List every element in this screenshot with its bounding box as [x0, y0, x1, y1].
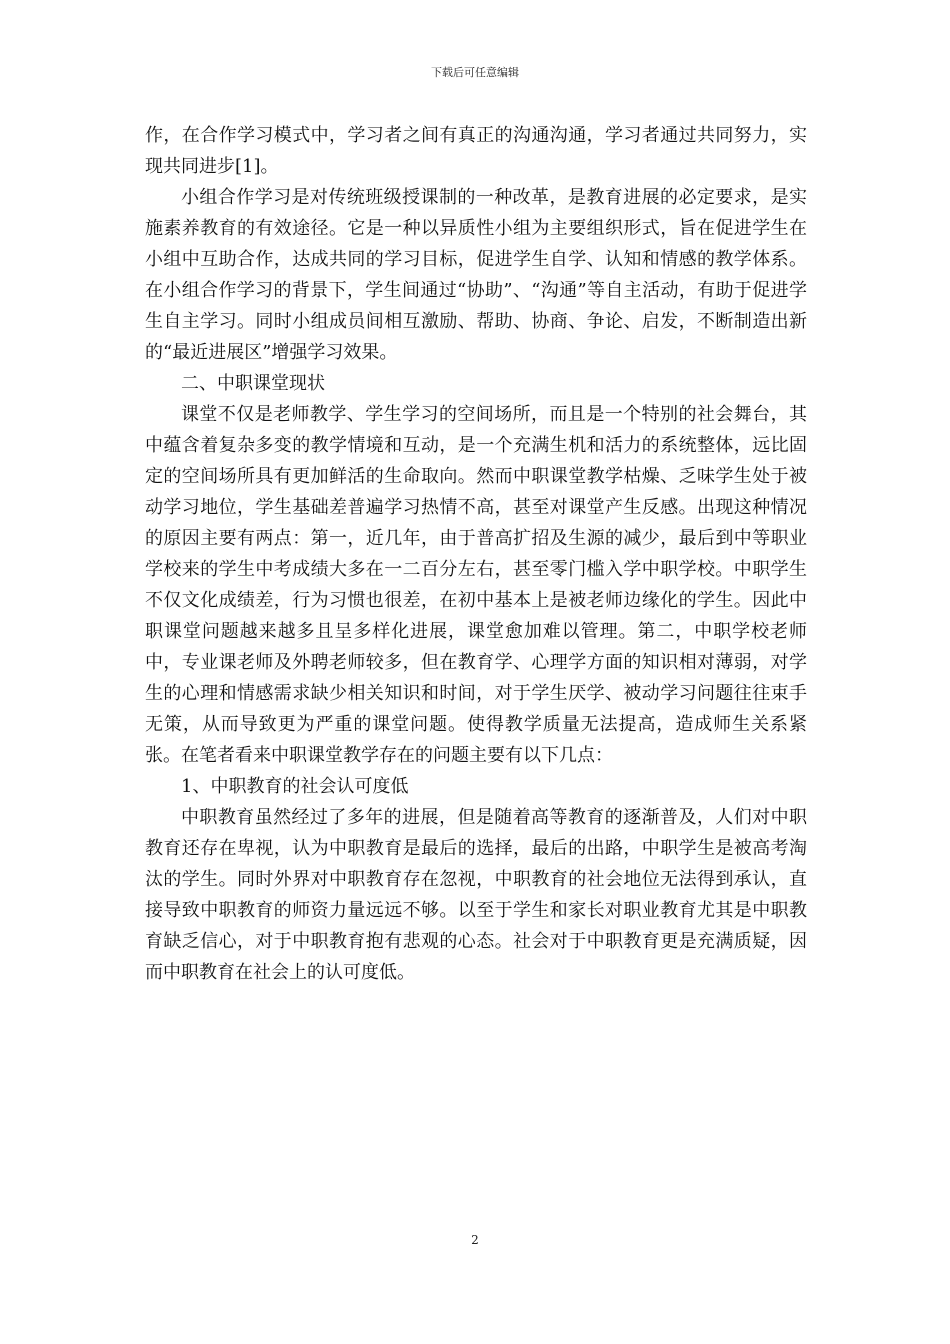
subsection-heading-social-recognition: 1、中职教育的社会认可度低	[181, 776, 409, 797]
paragraph-group-learning: 小组合作学习是对传统班级授课制的一种改革，是教育进展的必定要求，是实施素养教育的有效途径。它是一种以异质性小组为主要组织形式，旨在促进学生在小组中互助合作，达成共同的学习目标，促进学生自学、认知和情感的教学体系。在小组合作学习的背景下，学生间通过“协助”、“沟通”等自主活动，有助于促进学生自主学习。同时小组成员间相互激励、帮助、协商、争论、启发，不断制造出新的“最近进展区”增强学习效果。	[145, 187, 807, 363]
paragraph-continuation: 作，在合作学习模式中，学习者之间有真正的沟通沟通，学习者通过共同努力，实现共同进步[1]。	[145, 125, 807, 177]
section-heading-classroom-status: 二、中职课堂现状	[181, 373, 325, 394]
paragraph-social-recognition: 中职教育虽然经过了多年的进展，但是随着高等教育的逐渐普及，人们对中职教育还存在卑视，认为中职教育是最后的选择，最后的出路，中职学生是被高考淘汰的学生。同时外界对中职教育存在忽视，中职教育的社会地位无法得到承认，直接导致中职教育的师资力量远远不够。以至于学生和家长对职业教育尤其是中职教育缺乏信心，对于中职教育抱有悲观的心态。社会对于中职教育更是充满质疑，因而中职教育在社会上的认可度低。	[145, 807, 807, 983]
paragraph-classroom-status: 课堂不仅是老师教学、学生学习的空间场所，而且是一个特别的社会舞台，其中蕴含着复杂多变的教学情境和互动，是一个充满生机和活力的系统整体，远比固定的空间场所具有更加鲜活的生命取向。然而中职课堂教学枯燥、乏味学生处于被动学习地位，学生基础差普遍学习热情不高，甚至对课堂产生反感。出现这种情况的原因主要有两点：第一，近几年，由于普高扩招及生源的减少，最后到中等职业学校来的学生中考成绩大多在一二百分左右，甚至零门槛入学中职学校。中职学生不仅文化成绩差，行为习惯也很差，在初中基本上是被老师边缘化的学生。因此中职课堂问题越来越多且呈多样化进展，课堂愈加难以管理。第二，中职学校老师中，专业课老师及外聘老师较多，但在教育学、心理学方面的知识相对薄弱，对学生的心理和情感需求缺少相关知识和时间，对于学生厌学、被动学习问题往往束手无策，从而导致更为严重的课堂问题。使得教学质量无法提高，造成师生关系紧张。在笔者看来中职课堂教学存在的问题主要有以下几点：	[145, 404, 807, 766]
page-number: 2	[471, 1233, 479, 1247]
document-body	[145, 120, 807, 988]
page-header: 下载后可任意编辑	[431, 66, 519, 79]
